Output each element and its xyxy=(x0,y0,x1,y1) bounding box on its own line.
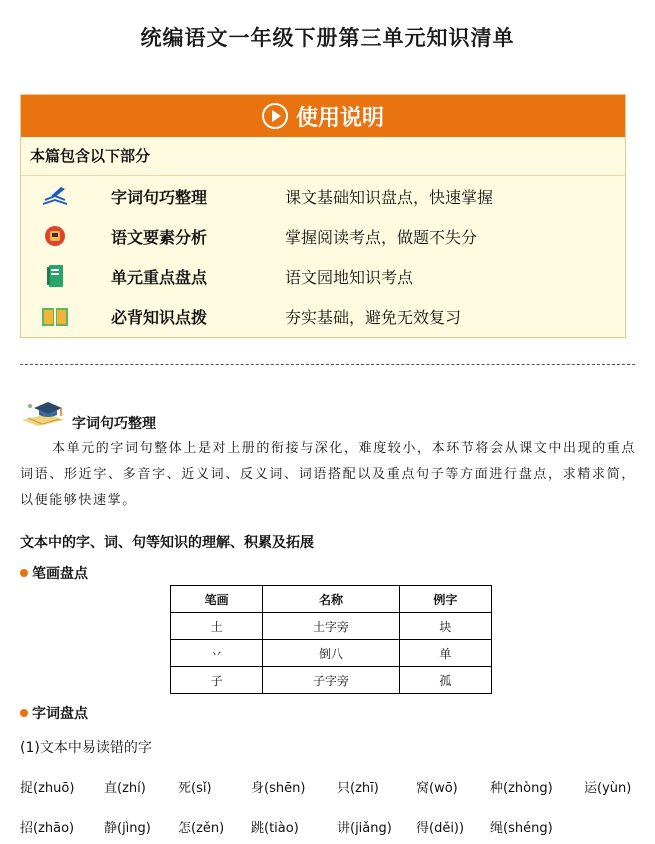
subsection-heading: 文本中的字、词、句等知识的理解、积累及拓展 xyxy=(20,535,314,551)
guide-header-label: 使用说明 xyxy=(295,105,384,131)
guide-item-desc: 课文基础知识盘点，快速掌握 xyxy=(285,187,494,207)
page-title: 统编语文一年级下册第三单元知识清单 xyxy=(140,26,515,50)
guide-item-desc: 掌握阅读考点，做题不失分 xyxy=(285,227,478,247)
notebook-icon xyxy=(41,265,69,287)
pinyin-item: 只(zhī) xyxy=(337,781,379,796)
table-cell: 孤 xyxy=(399,667,491,694)
table-header-row xyxy=(171,586,492,613)
guide-item-name: 单元重点盘点 xyxy=(111,267,208,287)
play-icon xyxy=(262,103,288,129)
pinyin-item: 身(shēn) xyxy=(251,781,306,796)
pinyin-item: 讲(jiǎng) xyxy=(337,821,392,836)
pen-book-icon xyxy=(41,185,69,207)
words-label xyxy=(20,703,88,723)
table-row xyxy=(171,640,492,667)
table-cell: 块 xyxy=(399,613,491,640)
table-header-cell: 名称 xyxy=(263,586,400,613)
guide-row xyxy=(21,216,625,256)
table-header-cell: 笔画 xyxy=(171,586,263,613)
strokes-label-text: 笔画盘点 xyxy=(32,566,88,582)
misread-label: (1)文本中易读错的字 xyxy=(20,740,152,756)
usage-guide-box xyxy=(20,94,626,338)
graduation-cap-icon xyxy=(20,398,66,428)
table-cell: 倒八 xyxy=(263,640,400,667)
table-row xyxy=(171,613,492,640)
table-cell: 单 xyxy=(399,640,491,667)
guide-item-desc: 夯实基础，避免无效复习 xyxy=(285,307,462,327)
guide-row xyxy=(21,256,625,296)
bullet-dot-icon xyxy=(20,709,28,717)
divider xyxy=(20,364,635,365)
guide-row xyxy=(21,176,625,216)
pinyin-item: 捉(zhuō) xyxy=(20,781,75,796)
guide-item-name: 字词句巧整理 xyxy=(111,187,208,207)
table-row xyxy=(171,667,492,694)
pinyin-item: 招(zhāo) xyxy=(20,821,75,836)
pinyin-item: 死(sǐ) xyxy=(178,781,212,796)
section-title: 字词句巧整理 xyxy=(72,416,156,432)
strokes-label xyxy=(20,563,88,583)
guide-row xyxy=(21,296,625,336)
pinyin-item: 得(děi)) xyxy=(416,821,465,836)
guide-subheader: 本篇包含以下部分 xyxy=(21,137,625,176)
table-cell: 丷 xyxy=(171,640,263,667)
table-cell: 土字旁 xyxy=(263,613,400,640)
pinyin-item: 静(jìng) xyxy=(104,821,151,836)
strokes-table xyxy=(170,585,492,694)
target-icon xyxy=(41,225,69,247)
pinyin-item: 怎(zěn) xyxy=(178,821,225,836)
pinyin-item: 种(zhòng) xyxy=(490,781,553,796)
pinyin-item: 窝(wō) xyxy=(416,781,458,796)
guide-item-desc: 语文园地知识考点 xyxy=(285,267,414,287)
section-intro-paragraph: 本单元的字词句整体上是对上册的衔接与深化，难度较小，本环节将会从课文中出现的重点词语、形近字、多音字、近义词、反义词、词语搭配以及重点句子等方面进行盘点，求精求简，以便能够快速掌。 xyxy=(20,441,637,508)
pinyin-item: 绳(shéng) xyxy=(490,821,553,836)
guide-header xyxy=(21,95,625,137)
pinyin-item: 跳(tiào) xyxy=(251,821,299,836)
bullet-dot-icon xyxy=(20,569,28,577)
pinyin-item: 运(yùn) xyxy=(584,781,632,796)
table-cell: 土 xyxy=(171,613,263,640)
pinyin-item: 直(zhí) xyxy=(104,781,146,796)
guide-item-name: 必背知识点拨 xyxy=(111,307,208,327)
table-cell: 子字旁 xyxy=(263,667,400,694)
table-cell: 子 xyxy=(171,667,263,694)
words-label-text: 字词盘点 xyxy=(32,706,88,722)
table-header-cell: 例字 xyxy=(399,586,491,613)
guide-item-name: 语文要素分析 xyxy=(111,227,208,247)
open-book-icon xyxy=(41,305,69,327)
